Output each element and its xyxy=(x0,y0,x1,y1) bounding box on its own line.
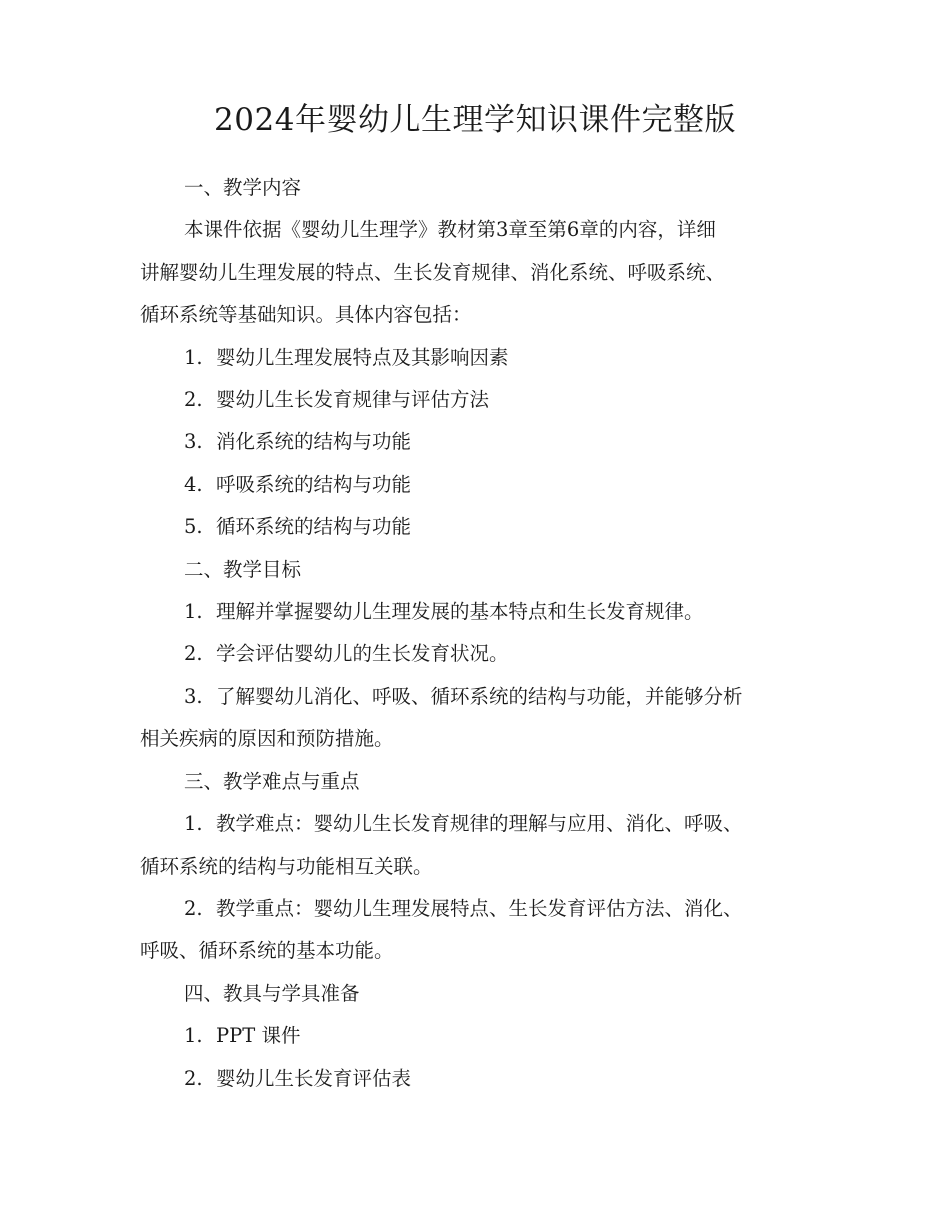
list-item-number: 2. xyxy=(184,896,203,920)
list-item xyxy=(140,676,810,718)
intro-paragraph-line-2: 讲解婴幼儿生理发展的特点、生长发育规律、消化系统、呼吸系统、 xyxy=(140,260,726,284)
list-item-continuation: 呼吸、循环系统的基本功能。 xyxy=(140,939,394,963)
list-item-number: 3. xyxy=(184,430,203,454)
list-item-number: 2. xyxy=(184,388,203,412)
list-item xyxy=(140,803,810,845)
intro-paragraph-line-1: 本课件依据《婴幼儿生理学》教材第3章至第6章的内容，详细 xyxy=(184,218,716,242)
list-item-text: 学会评估婴幼儿的生长发育状况。 xyxy=(216,642,509,666)
list-item-text: 了解婴幼儿消化、呼吸、循环系统的结构与功能，并能够分析 xyxy=(216,684,743,708)
list-item xyxy=(140,379,810,421)
list-item xyxy=(140,888,810,930)
list-item xyxy=(140,591,810,633)
list-item-text: 呼吸系统的结构与功能 xyxy=(216,472,412,496)
list-item-continuation: 相关疾病的原因和预防措施。 xyxy=(140,727,394,751)
list-item-number: 2. xyxy=(184,1066,203,1090)
list-item-number: 1. xyxy=(184,600,203,624)
section-heading-content: 一、教学内容 xyxy=(184,176,302,199)
list-item-text: 教学重点：婴幼儿生理发展特点、生长发育评估方法、消化、 xyxy=(216,896,743,920)
list-item-text: 婴幼儿生理发展特点及其影响因素 xyxy=(216,345,509,369)
list-item-text: 教学难点：婴幼儿生长发育规律的理解与应用、消化、呼吸、 xyxy=(216,812,743,836)
list-item-text: 消化系统的结构与功能 xyxy=(216,430,412,454)
section-heading-goals: 二、教学目标 xyxy=(184,557,302,581)
list-item xyxy=(140,633,810,675)
list-item-number: 1. xyxy=(184,1024,203,1048)
list-item-number: 3. xyxy=(184,684,203,708)
document-body xyxy=(140,167,810,1100)
list-item-text: 婴幼儿生长发育规律与评估方法 xyxy=(216,388,490,412)
section-heading-difficulties: 三、教学难点与重点 xyxy=(184,769,360,793)
list-item-text: PPT 课件 xyxy=(216,1024,301,1048)
list-item-number: 1. xyxy=(184,345,203,369)
list-item xyxy=(140,1058,810,1100)
intro-paragraph-line-3: 循环系统等基础知识。具体内容包括： xyxy=(140,303,472,327)
section-heading-materials: 四、教具与学具准备 xyxy=(184,981,360,1005)
list-item-text: 理解并掌握婴幼儿生理发展的基本特点和生长发育规律。 xyxy=(216,600,704,624)
list-item-number: 2. xyxy=(184,642,203,666)
document-title: 2024年婴幼儿生理学知识课件完整版 xyxy=(214,102,736,138)
list-item-text: 循环系统的结构与功能 xyxy=(216,515,412,539)
list-item xyxy=(140,421,810,463)
list-item-continuation: 循环系统的结构与功能相互关联。 xyxy=(140,854,433,878)
list-item xyxy=(140,1015,810,1057)
list-item-text: 婴幼儿生长发育评估表 xyxy=(216,1066,412,1090)
list-item-number: 4. xyxy=(184,472,203,496)
list-item xyxy=(140,337,810,379)
list-item-number: 5. xyxy=(184,515,203,539)
list-item xyxy=(140,464,810,506)
list-item xyxy=(140,506,810,548)
list-item-number: 1. xyxy=(184,812,203,836)
